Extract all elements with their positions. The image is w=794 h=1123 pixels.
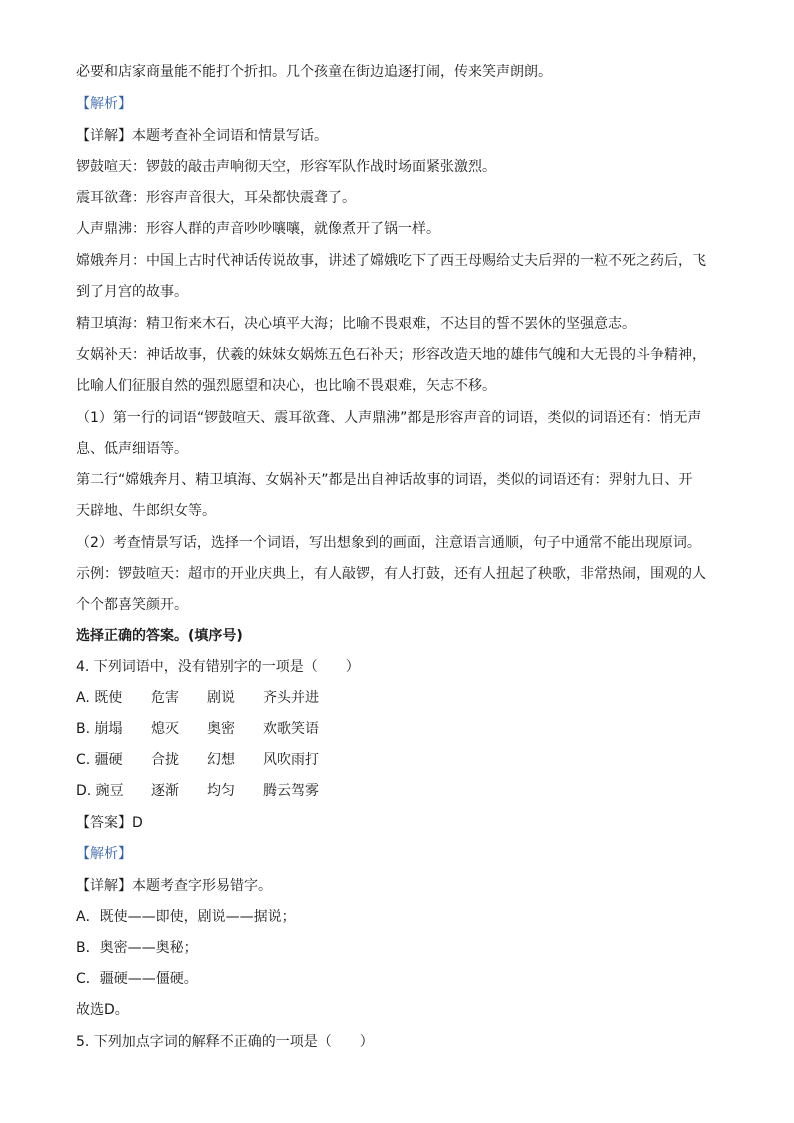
text-line: 个个都喜笑颜开。 — [76, 597, 188, 613]
correction-b: B．奥密——奥秘； — [76, 940, 198, 956]
text-line: 息、低声细语等。 — [76, 441, 188, 457]
text-line: 第二行“嫦娥奔月、精卫填海、女娲补天”都是出自神话故事的词语，类似的词语还有：羿射九日、开 — [76, 472, 693, 488]
text-line: （1）第一行的词语“锣鼓喧天、震耳欲聋、人声鼎沸”都是形容声音的词语，类似的词语还有：悄无声 — [76, 410, 702, 426]
analysis-heading: 【解析】 — [76, 846, 132, 862]
choice-line: 故选D。 — [76, 1002, 129, 1018]
detail-line: 【详解】本题考查补全词语和情景写话。 — [76, 128, 328, 144]
text-line: 锣鼓喧天：锣鼓的敲击声响彻天空，形容军队作战时场面紧张激烈。 — [76, 159, 496, 175]
option-word: 幻想 — [207, 752, 235, 768]
text-line: 天辟地、牛郎织女等。 — [76, 503, 216, 519]
text-line: 必要和店家商量能不能打个折扣。几个孩童在街边追逐打闹，传来笑声朗朗。 — [76, 64, 552, 80]
option-word: 危害 — [151, 690, 179, 706]
option-word: 腾云驾雾 — [263, 783, 319, 799]
text-line: 嫦娥奔月：中国上古时代神话传说故事，讲述了嫦娥吃下了西王母赐给丈夫后羿的一粒不死之药后，飞 — [76, 253, 706, 269]
option-word: 熄灭 — [151, 721, 179, 737]
question-5: 5. 下列加点字词的解释不正确的一项是（ ） — [76, 1034, 374, 1050]
correction-a: A．既使——即使，剧说——据说； — [76, 909, 296, 925]
option-word: 均匀 — [207, 783, 235, 799]
option-label: B. 崩塌 — [76, 721, 123, 737]
question-4: 4. 下列词语中，没有错别字的一项是（ ） — [76, 659, 360, 675]
text-line: 示例：锣鼓喧天：超市的开业庆典上，有人敲锣，有人打鼓，还有人扭起了秧歌，非常热闹，围观的人 — [76, 566, 706, 582]
option-word: 欢歌笑语 — [263, 721, 319, 737]
option-word: 齐头并进 — [263, 690, 319, 706]
text-line: （2）考查情景写话，选择一个词语，写出想象到的画面，注意语言通顺，句子中通常不能出现原词。 — [76, 535, 701, 551]
section-heading: 选择正确的答案。(填序号) — [76, 628, 243, 644]
correction-c: C．疆硬——僵硬。 — [76, 971, 198, 987]
detail-line: 【详解】本题考查字形易错字。 — [76, 878, 272, 894]
option-word: 奥密 — [207, 721, 235, 737]
option-label: A. 既使 — [76, 690, 123, 706]
option-label: C. 疆硬 — [76, 752, 123, 768]
option-label: D. 豌豆 — [76, 783, 124, 799]
option-word: 合拢 — [151, 752, 179, 768]
text-line: 到了月宫的故事。 — [76, 284, 188, 300]
option-word: 风吹雨打 — [263, 752, 319, 768]
text-line: 精卫填海：精卫衔来木石，决心填平大海；比喻不畏艰难，不达目的誓不罢休的坚强意志。 — [76, 316, 636, 332]
analysis-heading: 【解析】 — [76, 96, 132, 112]
text-line: 人声鼎沸：形容人群的声音吵吵嚷嚷，就像煮开了锅一样。 — [76, 221, 440, 237]
option-word: 剧说 — [207, 690, 235, 706]
option-word: 逐渐 — [151, 783, 179, 799]
text-line: 震耳欲聋：形容声音很大，耳朵都快震聋了。 — [76, 190, 356, 206]
answer-line: 【答案】D — [76, 815, 143, 831]
text-line: 比喻人们征服自然的强烈愿望和决心，也比喻不畏艰难，矢志不移。 — [76, 378, 496, 394]
text-line: 女娲补天：神话故事，伏羲的妹妹女娲炼五色石补天；形容改造天地的雄伟气魄和大无畏的斗争精神， — [76, 347, 706, 363]
